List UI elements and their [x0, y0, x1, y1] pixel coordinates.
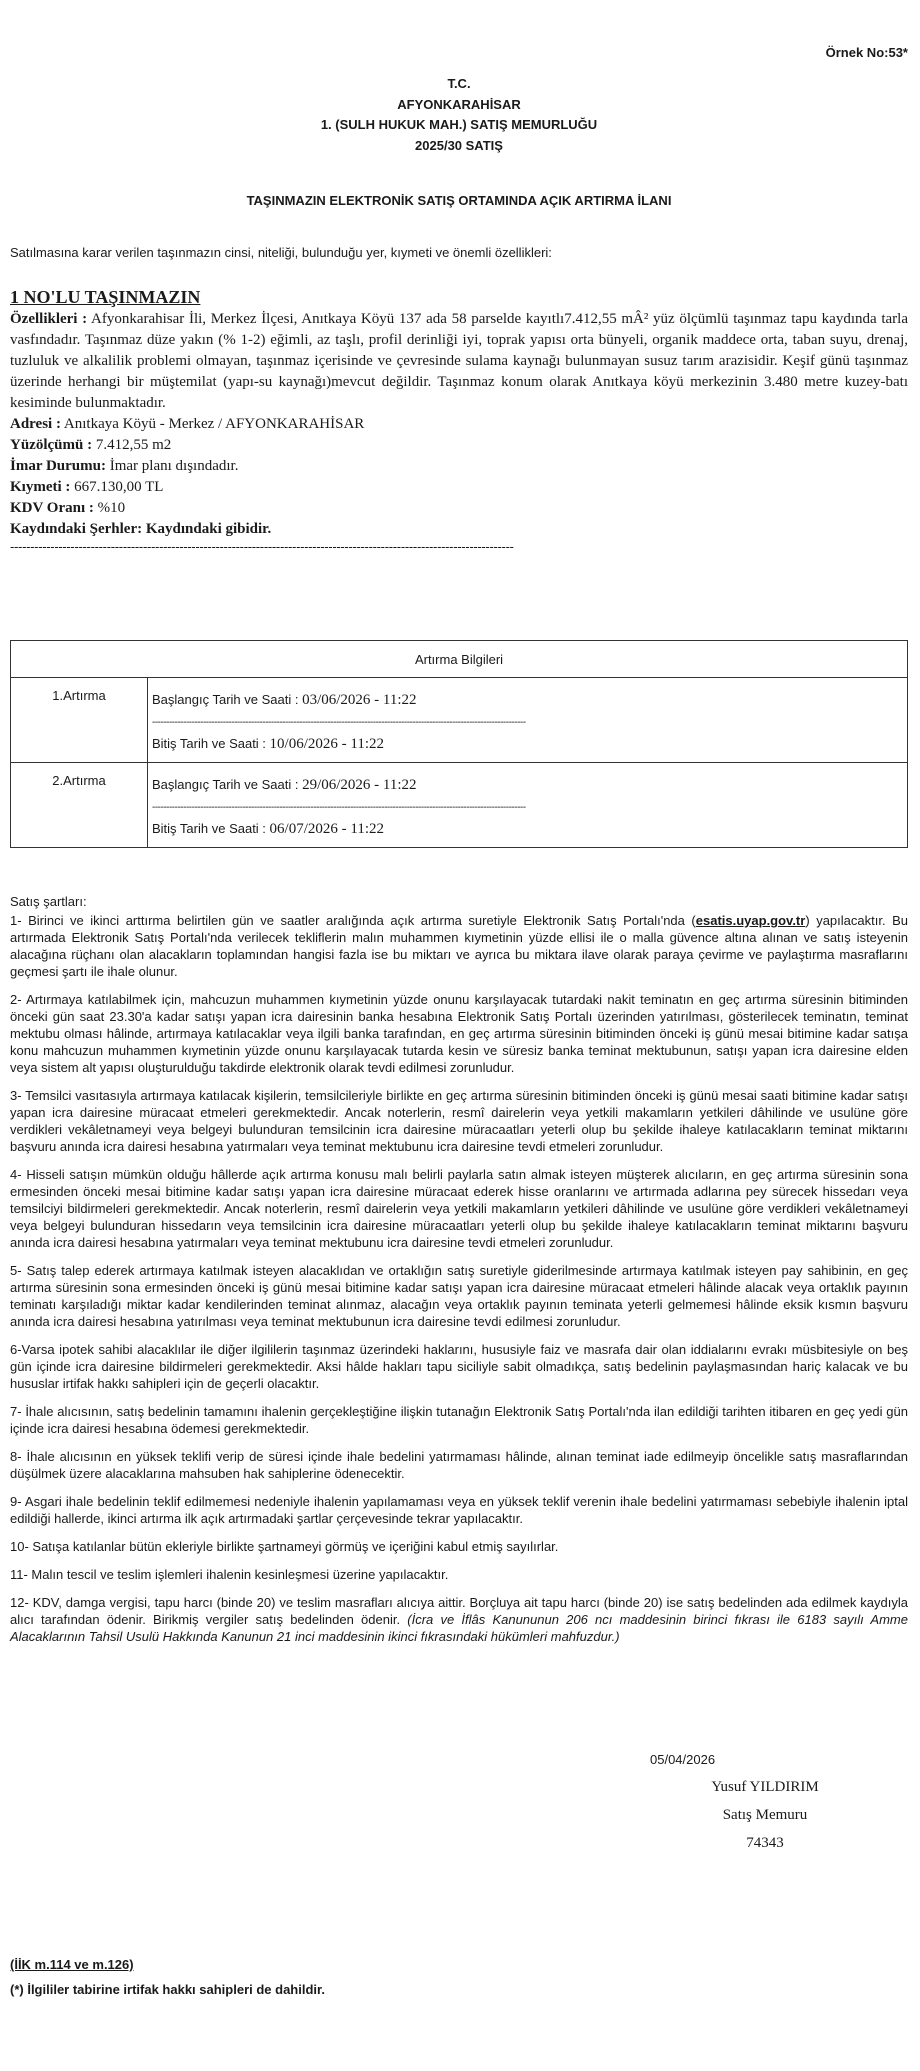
property-separator: -----------------------------------------------------------------------------------------------------------------------------	[10, 539, 514, 554]
term-10: 10- Satışa katılanlar bütün ekleriyle birlikte şartnameyi görmüş ve içeriğini kabul etmiş sayılırlar.	[10, 1539, 559, 1554]
document-header	[10, 74, 908, 156]
sale-terms	[10, 893, 908, 1656]
features-label: Özellikleri :	[10, 311, 88, 327]
term-12	[10, 1594, 908, 1645]
auction-round-label: 1.Artırma	[11, 678, 148, 763]
example-number: Örnek No:53*	[825, 45, 908, 60]
terms-heading: Satış şartları:	[10, 894, 87, 909]
footer-note: (*) İlgililer tabirine irtifak hakkı sahipleri de dahildir.	[10, 1982, 325, 1997]
annotations-label: Kaydındaki Şerhler:	[10, 521, 143, 537]
signer-name: Yusuf YILDIRIM	[711, 1779, 819, 1795]
signer-role: Satış Memuru	[722, 1807, 808, 1823]
term-1-text-a: 1- Birinci ve ikinci arttırma belirtilen gün ve saatler aralığında açık artırma suretiyle Elektronik Satış Portalı'nda (	[10, 913, 696, 928]
annotations-value: Kaydındaki gibidir.	[145, 521, 272, 537]
property-area	[10, 435, 908, 456]
auction-table	[10, 640, 908, 848]
vat-label: KDV Oranı :	[10, 500, 94, 516]
zoning-value: İmar planı dışındadır.	[109, 458, 239, 474]
header-line-city: AFYONKARAHİSAR	[397, 96, 521, 112]
start-value: 29/06/2026 - 11:22	[302, 777, 417, 793]
term-4: 4- Hisseli satışın mümkün olduğu hâllerde açık artırma konusu malı belirli paylarla satın almak isteyen müşterek alıcıların, en geç artırma süresinin sona ermesinden önceki mesai bitimine kadar satışı yapan icra dairesine müracaat ederek hisse oranlarını ve artırmada adlarına pey sürecek hissedarı veya temsilciyi bildirmeleri gerekmektedir. Ancak noterlerin, resmî dairelerin veya yetkili makamların yetkileri dâhilinde ve usulüne göre verdikleri vekâletnameyi veya belgeyi bulunduran hissedarın veya temsilcinin icra dairesine müracaatları yeterli olup bu şekilde ihaleye katılacakların teminat miktarını başvuru anında icra dairesi hesabına yatırmaları veya teminat mektubunu icra dairesine tevdi etmeleri zorunludur.	[10, 1167, 908, 1250]
value-amount: 667.130,00 TL	[74, 479, 164, 495]
property-section	[10, 287, 908, 540]
header-line-tc: T.C.	[447, 76, 471, 91]
esatis-link[interactable]: esatis.uyap.gov.tr	[695, 913, 806, 928]
start-value: 03/06/2026 - 11:22	[302, 692, 417, 708]
start-label: Başlangıç Tarih ve Saati :	[152, 692, 299, 707]
auction-row	[11, 763, 908, 848]
auction-round-label: 2.Artırma	[11, 763, 148, 848]
term-11: 11- Malın tescil ve teslim işlemleri ihalenin kesinleşmesi üzerine yapılacaktır.	[10, 1567, 449, 1582]
area-value: 7.412,55 m2	[95, 437, 172, 453]
signature-date: 05/04/2026	[650, 1752, 716, 1767]
zoning-label: İmar Durumu:	[10, 458, 106, 474]
start-label: Başlangıç Tarih ve Saati :	[152, 777, 299, 792]
intro-text: Satılmasına karar verilen taşınmazın cinsi, niteliği, bulunduğu yer, kıymeti ve önemli özellikleri:	[10, 245, 552, 260]
property-zoning	[10, 456, 908, 477]
term-6: 6-Varsa ipotek sahibi alacaklılar ile diğer ilgililerin taşınmaz üzerindeki haklarını, hususiyle faiz ve masrafa dair olan iddialarını evrakı müsbitesiyle on beş gün içinde icra dairesine bildirmeleri gerekmektedir. Aksi hâlde hakları tapu siciliyle sabit olmadıkça, satış bedelinin paylaşmasından hariç kalacak ve bu hususlar irtifak hakkı sahipleri için de geçerli olacaktır.	[10, 1342, 908, 1391]
end-label: Bitiş Tarih ve Saati :	[152, 821, 266, 836]
auction-table-header: Artırma Bilgileri	[11, 641, 908, 678]
term-7: 7- İhale alıcısının, satış bedelinin tamamını ihalenin gerçekleştiğine ilişkin tutanağın Elektronik Satış Portalı'nda ilan edildiği tarihten itibaren en geç yedi gün içinde icra dairesi hesabına ödemesi gerekmektedir.	[10, 1404, 908, 1436]
property-heading: 1 NO'LU TAŞINMAZIN	[10, 287, 201, 307]
auction-round-dates	[148, 763, 908, 848]
property-annotations	[10, 519, 908, 540]
footer-law-reference: (İİK m.114 ve m.126)	[10, 1957, 134, 1972]
property-value	[10, 477, 908, 498]
end-label: Bitiş Tarih ve Saati :	[152, 736, 266, 751]
header-line-office: 1. (SULH HUKUK MAH.) SATIŞ MEMURLUĞU	[320, 117, 598, 132]
address-label: Adresi :	[10, 416, 61, 432]
term-5: 5- Satış talep ederek artırmaya katılmak isteyen alacaklıdan ve ortaklığın satış suretiyle giderilmesinde artırmaya katılmak isteyen pay sahibinin, en geç artırma süresinin sona ermesinden önceki iş günü mesai bitimine kadar satışı yapan icra dairesine müracaat etmeleri hâlinde alacak veya ortaklık payının teminatı karşıladığı miktar kadar kendilerinden teminat alınmaz, alacağın veya ortaklık payının teminata yeterli gelmemesi hâlinde eksik kısmın başvuru anında icra dairesi hesabına yatırılması veya teminat mektubunun icra dairesine tevdi edilmesi zorunludur.	[10, 1263, 908, 1329]
row-separator: ------------------------------------------------------------------------------------------------------------------------------------	[152, 803, 526, 813]
end-value: 10/06/2026 - 11:22	[269, 736, 384, 752]
address-value: Anıtkaya Köyü - Merkez / AFYONKARAHİSAR	[63, 416, 365, 432]
term-12-text: 12- KDV, damga vergisi, tapu harcı (binde 20) ve teslim masrafları alıcıya aittir. Borçluya ait tapu harcı (binde 20) ise satış bedelinden ada edilmek kaydıyla alıcı tarafından ödenir. Birikmiş vergiler satış bedelinden ödenir.	[10, 1595, 908, 1627]
property-features	[10, 309, 908, 414]
row-separator: ------------------------------------------------------------------------------------------------------------------------------------	[152, 718, 526, 728]
area-label: Yüzölçümü :	[10, 437, 93, 453]
property-address	[10, 414, 908, 435]
term-1-text-b: ) yapılacaktır. Bu artırmada Elektronik Satış Portalı'nda verilecek tekliflerin malın muhammen kıymetinin yüzde ellisi ile o malla güvence altına alınan ve satış isteyenin alacağına rüçhanı olan alacakların toplamından hangisi fazla ise bu miktarı ve ayrıca bu miktara ilave olarak paraya çevirme ve paylaştırma masraflarını geçmesi şartı ile ihale olunur.	[10, 913, 908, 979]
term-9: 9- Asgari ihale bedelinin teklif edilmemesi nedeniyle ihalenin yapılamaması veya en yüksek teklif verenin ihale bedelini yatırmaması sebebiyle ihalenin iptal edildiği hallerde, ikinci artırma ilk açık artırmadaki şartlar çerçevesinde tekrar yapılacaktır.	[10, 1494, 908, 1526]
auction-round-dates	[148, 678, 908, 763]
features-value: Afyonkarahisar İli, Merkez İlçesi, Anıtkaya Köyü 137 ada 58 parselde kayıtlı7.412,55 mÂ² yüz ölçümlü taşınmaz tapu kaydında tarla vasfındadır. Taşınmaz düze yakın (% 1-2) eğimli, az taşlı, profil derinliği iyi, toprak yapısı orta bünyeli, organik maddece orta, taban suyu, drenaj, tuzluluk ve alkalilik problemi olmayan, taşınmaz içerisinde ve çevresinde sulama kaynağı bulunmayan susuz tarım arazisidir. Keşif günü taşınmaz üzerinde herhangi bir müştemilat (yapı-su kaynağı)mevcut değildir. Taşınmaz konum olarak Anıtkaya köyü merkezinin 3.480 metre kuzey-batı kesiminde bulunmaktadır.	[10, 311, 908, 411]
header-line-file: 2025/30 SATIŞ	[415, 137, 503, 153]
term-2: 2- Artırmaya katılabilmek için, mahcuzun muhammen kıymetinin yüzde onunu karşılayacak tutardaki nakit teminatın en geç artırma süresinin bitiminden önceki gün saat 23.30'a kadar satışı yapan icra dairesinin banka hesabına Elektronik Satış Portalı üzerinden yatırılması, gösterilecek teminatın, teminat mektubu olması hâlinde, artırmaya katılacaklar veya ilgili banka tarafından, en geç artırma süresinin bitiminden önceki iş günü mesai bitimine kadar satışa konu mahcuzun muhammen kıymetinin yüzde onunu karşılayacak tutarda kesin ve süresiz banka teminat mektubunun, satışı yapan icra dairesine elden veya sistem alt yapısı oluşturulduğu takdirde elektronik olarak tevdi edilmesi zorunludur.	[10, 992, 908, 1075]
property-vat	[10, 498, 908, 519]
value-label: Kıymeti :	[10, 479, 71, 495]
vat-value: %10	[97, 500, 126, 516]
term-3: 3- Temsilci vasıtasıyla artırmaya katılacak kişilerin, temsilcileriyle birlikte en geç artırma süresinin bitiminden önceki iş günü mesai saati bitimine kadar satışı yapan icra dairesine müracaat etmeleri gerekmektedir. Ancak noterlerin, resmî dairelerin veya yetkili makamların yetkileri dâhilinde ve usulüne göre verdikleri vekâletnameyi veya belgeyi bulunduran temsilcinin icra dairesine müracaatları yeterli olup bu şekilde ihaleye katılacakların teminat miktarını başvuru anında icra dairesi hesabına yatırmaları veya teminat mektubunu icra dairesine tevdi etmeleri zorunludur.	[10, 1088, 908, 1154]
auction-row	[11, 678, 908, 763]
signer-number: 74343	[746, 1835, 784, 1851]
term-1	[10, 912, 908, 980]
notice-title: TAŞINMAZIN ELEKTRONİK SATIŞ ORTAMINDA AÇIK ARTIRMA İLANI	[246, 193, 672, 208]
end-value: 06/07/2026 - 11:22	[269, 821, 384, 837]
term-8: 8- İhale alıcısının en yüksek teklifi verip de süresi içinde ihale bedelini yatırmaması hâlinde, alınan teminat iade edilmeyip öncelikle satış masraflarından düşülmek üzere alacaklarına mahsuben hak sahiplerine ödenecektir.	[10, 1449, 908, 1481]
term-12-italic: (İcra ve İflâs Kanununun 206 ncı maddesinin birinci fıkrası ile 6183 sayılı Amme Alacaklarının Tahsil Usulü Hakkında Kanunun 21 inci maddesinin ikinci fıkrasındaki hükümleri mahfuzdur.)	[10, 1612, 908, 1644]
